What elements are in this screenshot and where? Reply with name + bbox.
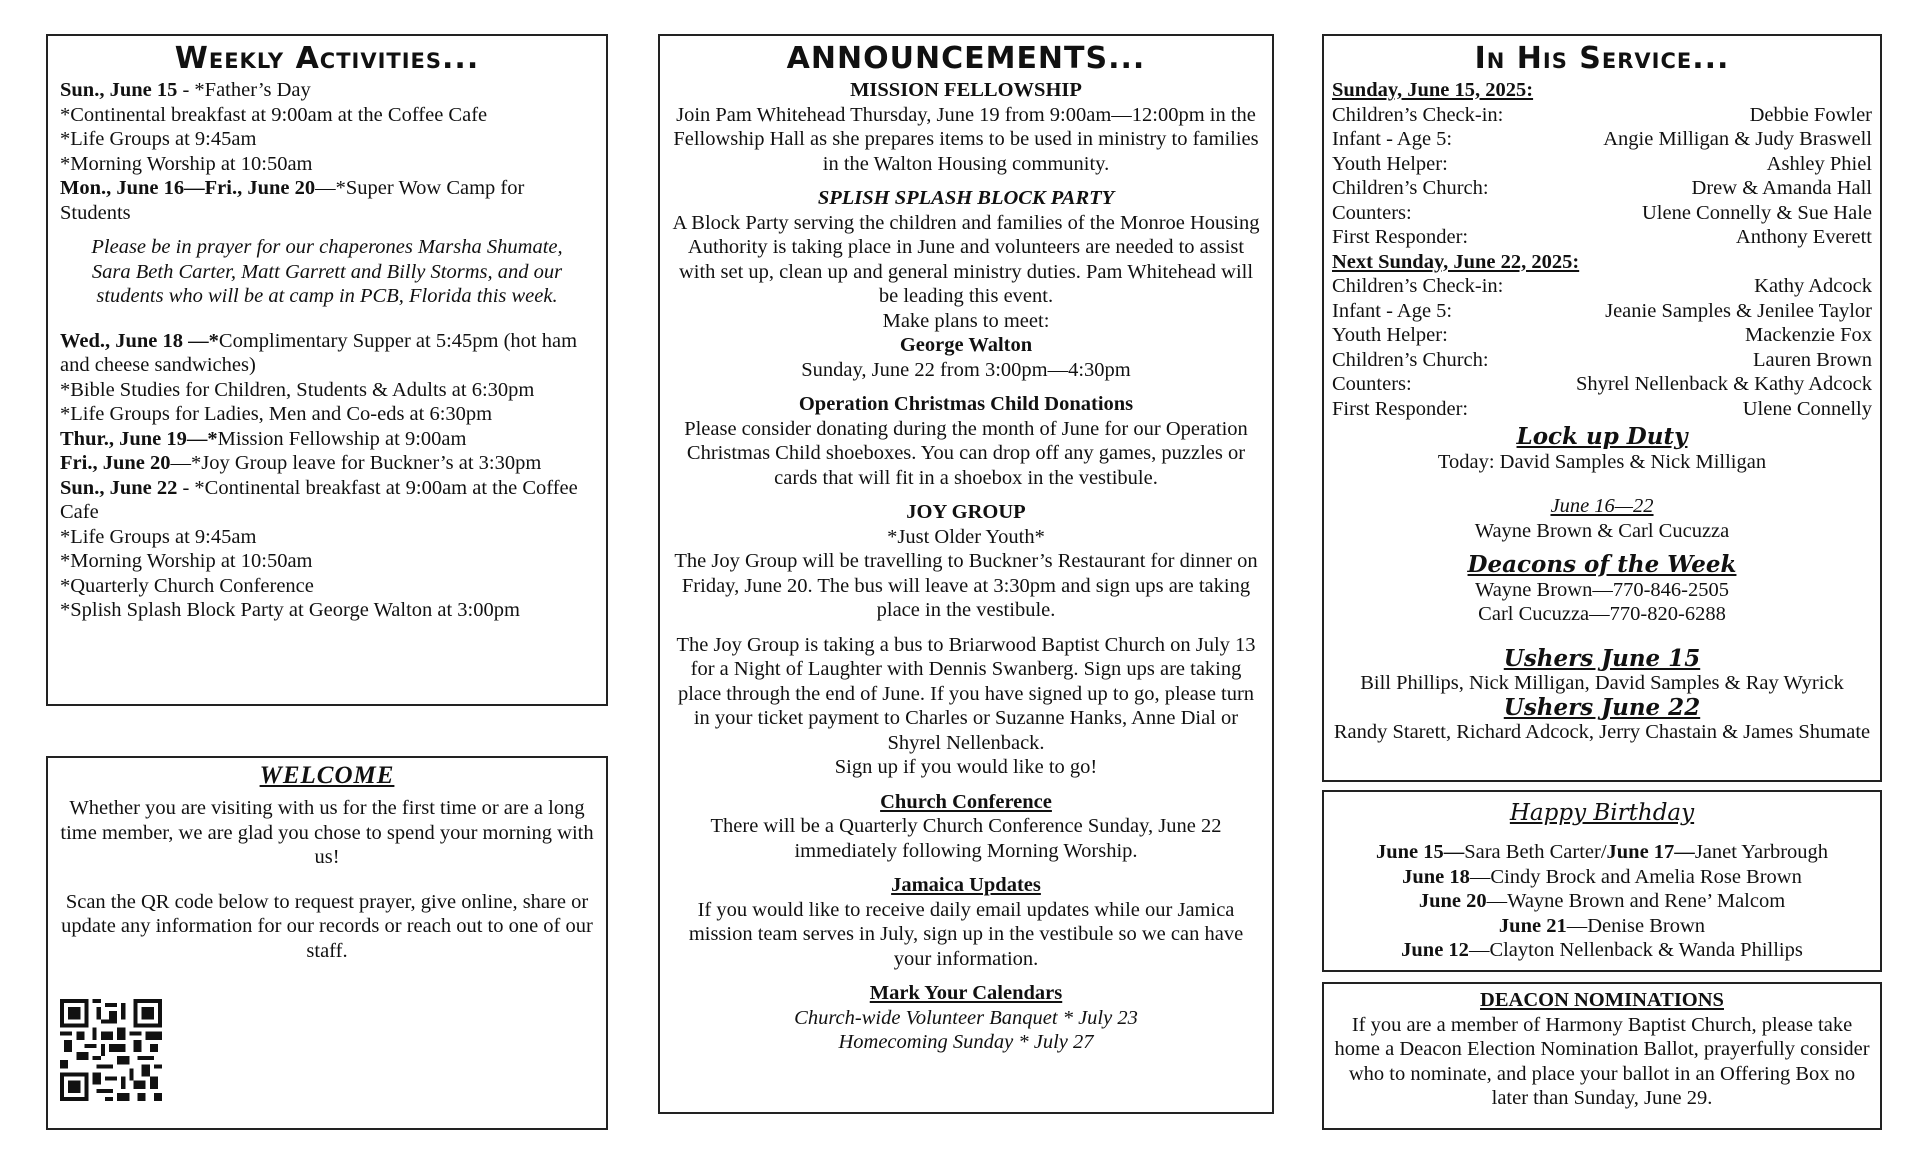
ushers-names: Bill Phillips, Nick Milligan, David Samples & Ray Wyrick — [1360, 672, 1844, 694]
joy-group-body: The Joy Group will be travelling to Buckner’s Restaurant for dinner on Friday, June 20. The bus will leave at 3:30pm and sign ups are taking place in the vestibule. — [674, 550, 1258, 621]
date-label: Sun., June 22 — [60, 476, 178, 499]
activity-text: - *Father’s Day — [177, 79, 311, 101]
church-conference-body: There will be a Quarterly Church Conference Sunday, June 22 immediately following Morning Worship. — [710, 815, 1222, 862]
qr-code-icon[interactable] — [60, 999, 162, 1101]
service-volunteer: Mackenzie Fox — [1745, 324, 1872, 346]
week-heading: Next Sunday, June 22, 2025: — [1332, 250, 1580, 273]
joy-group-body: The Joy Group is taking a bus to Briarwood Baptist Church on July 13 for a Night of Laughter with Dennis Swanberg. Sign ups are taking place through the end of June. If you have signed up to go, please turn in your ticket payment to Charles or Suzanne Hanks, Anne Dial or Shyrel Nellenback. — [676, 633, 1256, 754]
service-volunteer: Drew & Amanda Hall — [1691, 177, 1872, 199]
block-party-time: Sunday, June 22 from 3:00pm—4:30pm — [801, 358, 1131, 381]
announcements-box — [658, 34, 1274, 1114]
calendar-item: Homecoming Sunday * July 27 — [838, 1031, 1094, 1053]
birthday-line: June 21—Denise Brown — [1498, 914, 1706, 937]
service-volunteer: Jeanie Samples & Jenilee Taylor — [1605, 299, 1872, 322]
service-volunteer: Ulene Connelly — [1742, 397, 1872, 420]
service-row — [1332, 323, 1872, 348]
ushers-names: Randy Starett, Richard Adcock, Jerry Chastain & James Shumate — [1333, 721, 1871, 743]
service-role: Counters: — [1332, 373, 1412, 395]
service-role: Children’s Church: — [1332, 348, 1489, 371]
prayer-note: Please be in prayer for our chaperones Marsha Shumate, Sara Beth Carter, Matt Garrett and Billy Storms, and our students who will be at camp in PCB, Florida this week. — [91, 236, 563, 307]
joy-group-title: JOY GROUP — [906, 501, 1026, 523]
deacon-nominations-box — [1322, 982, 1882, 1130]
date-label: Thur., June 19—* — [60, 427, 218, 450]
birthday-title: Happy Birthday — [1509, 800, 1695, 826]
service-row — [1332, 225, 1872, 250]
service-role: Children’s Check-in: — [1332, 103, 1504, 126]
calendars-title: Mark Your Calendars — [869, 982, 1063, 1004]
activity-text: —*Joy Group leave for Buckner’s at 3:30pm — [170, 452, 542, 474]
activity-text: Mission Fellowship at 9:00am — [217, 427, 467, 450]
jamaica-updates-title: Jamaica Updates — [891, 874, 1041, 896]
block-party-title: SPLISH SPLASH BLOCK PARTY — [817, 187, 1115, 209]
birthday-line: June 18—Cindy Brock and Amelia Rose Brown — [1402, 865, 1802, 888]
service-row — [1332, 127, 1872, 152]
service-volunteer: Debbie Fowler — [1749, 103, 1872, 126]
activity-text: *Splish Splash Block Party at George Walton at 3:00pm — [60, 599, 520, 621]
service-volunteer: Angie Milligan & Judy Braswell — [1603, 128, 1872, 150]
weekly-activities-box — [46, 34, 608, 706]
service-volunteer: Lauren Brown — [1753, 348, 1872, 371]
service-row — [1332, 201, 1872, 226]
date-label: Fri., June 20 — [60, 452, 171, 474]
service-volunteer: Anthony Everett — [1735, 226, 1872, 248]
service-role: Infant - Age 5: — [1332, 299, 1453, 322]
mission-fellowship-body: Join Pam Whitehead Thursday, June 19 from 9:00am—12:00pm in the Fellowship Hall as she prepares items to be used in ministry to families in the Walton Housing community. — [673, 103, 1259, 175]
deacon-nominations-title: DEACON NOMINATIONS — [1480, 989, 1724, 1011]
welcome-title: WELCOME — [259, 762, 395, 789]
service-volunteer: Ashley Phiel — [1766, 152, 1872, 175]
jamaica-updates-body: If you would like to receive daily email updates while our Jamica mission team serves in July, sign up in the vestibule so we can have your information. — [688, 898, 1244, 970]
welcome-paragraph: Scan the QR code below to request prayer, give online, share or update any information for our records or reach out to one of our staff. — [61, 890, 593, 962]
birthday-line: June 12—Clayton Nellenback & Wanda Phillips — [1401, 939, 1803, 961]
service-volunteer: Ulene Connelly & Sue Hale — [1641, 201, 1872, 224]
block-party-meet: Make plans to meet: — [882, 309, 1050, 332]
in-his-service-box — [1322, 34, 1882, 782]
service-role: First Responder: — [1332, 397, 1469, 420]
service-row — [1332, 372, 1872, 397]
birthday-line: June 15—Sara Beth Carter/June 17—Janet Yarbrough — [1375, 841, 1829, 863]
welcome-paragraph: Whether you are visiting with us for the first time or are a long time member, we are glad you chose to spend your morning with us! — [60, 797, 594, 868]
service-role: First Responder: — [1332, 226, 1469, 248]
lock-up-today: Today: David Samples & Nick Milligan — [1437, 450, 1767, 473]
date-label: Sun., June 15 — [60, 79, 178, 101]
activity-text: *Morning Worship at 10:50am — [60, 550, 313, 572]
occ-title: Operation Christmas Child Donations — [798, 393, 1134, 415]
service-row — [1332, 103, 1872, 128]
activity-text: *Bible Studies for Children, Students & Adults at 6:30pm — [60, 378, 535, 401]
joy-group-body: Sign up if you would like to go! — [834, 756, 1098, 778]
birthday-box — [1322, 790, 1882, 972]
activity-text: *Quarterly Church Conference — [60, 574, 314, 597]
week-heading: Sunday, June 15, 2025: — [1332, 79, 1534, 101]
service-row — [1332, 176, 1872, 201]
deacon-nominations-body: If you are a member of Harmony Baptist Church, please take home a Deacon Election Nomination Ballot, prayerfully consider who to nominate, and place your ballot in an Offering Box no later than Sunday, June 29. — [1334, 1013, 1870, 1109]
service-volunteer: Kathy Adcock — [1754, 275, 1872, 297]
welcome-box — [46, 756, 608, 1130]
calendar-item: Church-wide Volunteer Banquet * July 23 — [794, 1006, 1138, 1029]
lock-up-week: June 16—22 — [1550, 495, 1654, 517]
joy-group-subtitle: *Just Older Youth* — [887, 525, 1045, 548]
service-row — [1332, 274, 1872, 299]
announcements-title: ANNOUNCEMENTS... — [786, 41, 1146, 76]
weekly-activities-title: Weekly Activities... — [174, 41, 480, 76]
deacons-title: Deacons of the Week — [1467, 551, 1737, 578]
lock-up-week-names: Wayne Brown & Carl Cucuzza — [1474, 519, 1730, 542]
activity-text: Complimentary Supper at 5:45pm (hot ham and cheese sandwiches) — [60, 329, 578, 376]
service-role: Counters: — [1332, 201, 1412, 224]
activity-text: —*Super Wow Camp for Students — [60, 177, 525, 224]
activity-text: *Morning Worship at 10:50am — [60, 152, 313, 175]
service-role: Youth Helper: — [1332, 152, 1448, 175]
date-label: Mon., June 16—Fri., June 20 — [60, 177, 316, 199]
activity-text: *Life Groups for Ladies, Men and Co-eds at 6:30pm — [60, 403, 493, 425]
activity-text: *Life Groups at 9:45am — [60, 128, 257, 150]
birthday-line: June 20—Wayne Brown and Rene’ Malcom — [1418, 890, 1786, 912]
service-role: Infant - Age 5: — [1332, 128, 1453, 150]
in-his-service-title: In His Service... — [1474, 41, 1730, 76]
date-label: Wed., June 18 —* — [60, 329, 219, 352]
weekly-activities-list — [60, 78, 594, 623]
lock-up-title: Lock up Duty — [1516, 423, 1688, 450]
mission-fellowship-title: MISSION FELLOWSHIP — [850, 79, 1082, 101]
service-volunteer: Shyrel Nellenback & Kathy Adcock — [1575, 373, 1872, 395]
activity-text: - *Continental breakfast at 9:00am at the Coffee Cafe — [60, 476, 578, 523]
service-row — [1332, 152, 1872, 177]
service-row — [1332, 348, 1872, 373]
service-role: Children’s Church: — [1332, 177, 1489, 199]
ushers-title: Ushers June 15 — [1503, 644, 1701, 672]
block-party-body: A Block Party serving the children and families of the Monroe Housing Authority is taking place in June and volunteers are needed to assist with set up, clean up and general ministry duties. Pam Whitehead will be leading this event. — [672, 211, 1260, 307]
deacon-contact: Carl Cucuzza—770-820-6288 — [1478, 603, 1726, 625]
service-row — [1332, 397, 1872, 422]
service-row — [1332, 299, 1872, 324]
activity-text: *Life Groups at 9:45am — [60, 525, 257, 548]
deacon-contact: Wayne Brown—770-846-2505 — [1475, 578, 1729, 601]
service-role: Youth Helper: — [1332, 324, 1448, 346]
service-role: Children’s Check-in: — [1332, 275, 1504, 297]
ushers-title: Ushers June 22 — [1503, 693, 1701, 721]
block-party-place: George Walton — [899, 334, 1033, 356]
activity-text: *Continental breakfast at 9:00am at the Coffee Cafe — [60, 103, 488, 126]
church-conference-title: Church Conference — [880, 790, 1052, 813]
occ-body: Please consider donating during the month of June for our Operation Christmas Child shoeboxes. You can drop off any games, puzzles or cards that will fit in a shoebox in the vestibule. — [684, 417, 1248, 489]
